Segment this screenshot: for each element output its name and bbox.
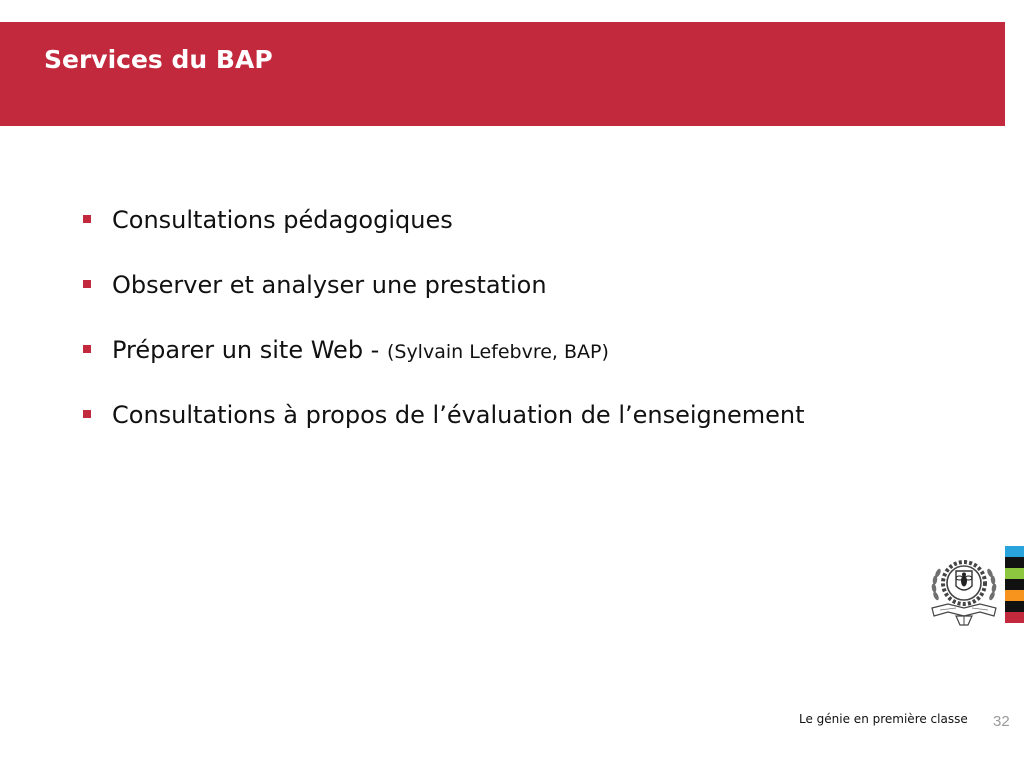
bullet-main-text: Préparer un site Web - — [112, 336, 387, 364]
footer-tagline: Le génie en première classe — [799, 712, 968, 726]
bullet-text — [112, 333, 609, 369]
square-bullet-icon — [83, 345, 91, 353]
color-stripe — [1005, 579, 1024, 590]
color-stripe — [1005, 546, 1024, 557]
square-bullet-icon — [83, 215, 91, 223]
bullet-main-text: Consultations à propos de l’évaluation de l’enseignement — [112, 401, 805, 429]
color-stripe — [1005, 568, 1024, 579]
bullet-text — [112, 398, 805, 432]
bullet-text — [112, 268, 547, 302]
color-stripe — [1005, 623, 1024, 634]
square-bullet-icon — [83, 410, 91, 418]
color-stripe — [1005, 590, 1024, 601]
page-number: 32 — [993, 713, 1010, 730]
color-stripe — [1005, 557, 1024, 568]
color-stripe — [1005, 612, 1024, 623]
color-stripe — [1005, 601, 1024, 612]
polytechnique-seal-icon — [926, 552, 1002, 628]
color-stripes — [1005, 546, 1024, 634]
slide-title: Services du BAP — [44, 45, 273, 74]
square-bullet-icon — [83, 280, 91, 288]
bullet-main-text: Observer et analyser une prestation — [112, 271, 547, 299]
bullet-text — [112, 203, 453, 237]
bullet-main-text: Consultations pédagogiques — [112, 206, 453, 234]
bullet-note: (Sylvain Lefebvre, BAP) — [386, 341, 609, 363]
